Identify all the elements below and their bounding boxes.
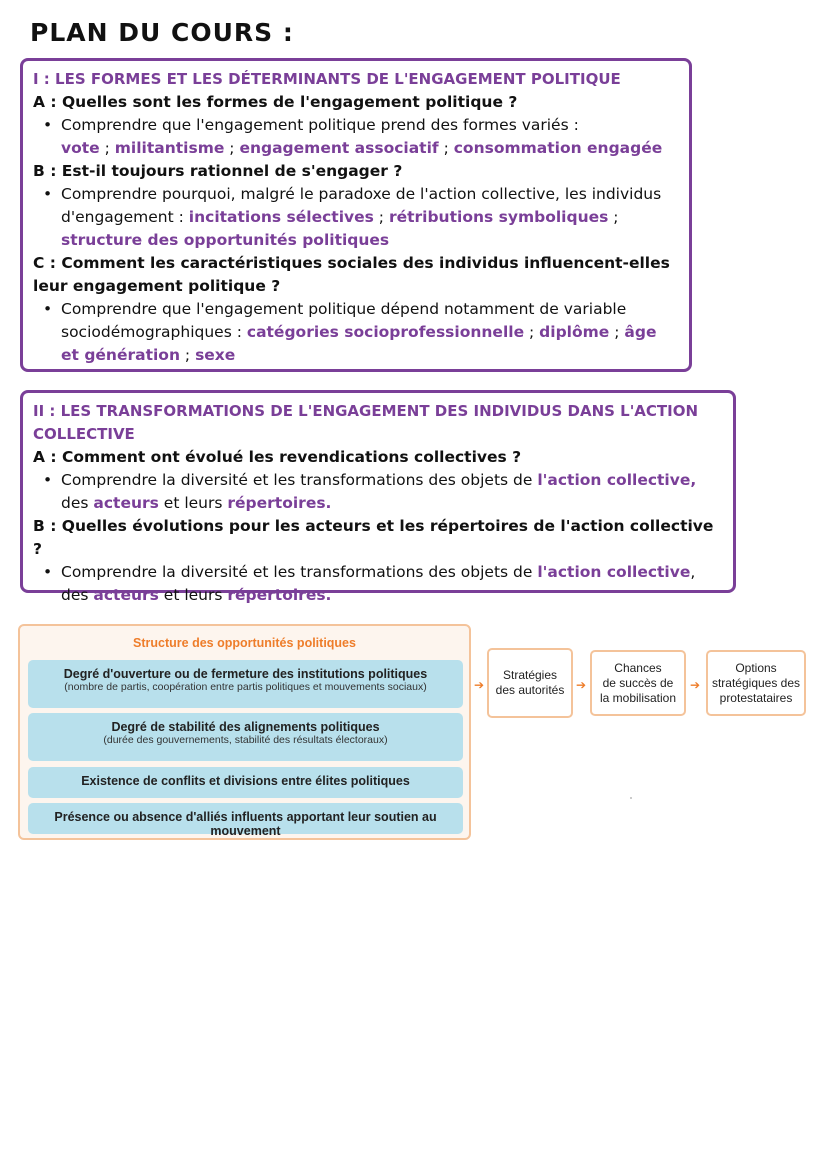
bullet-text: Comprendre la diversité et les transformations des objets de	[61, 471, 538, 489]
diagram-row-main: Degré de stabilité des alignements politiques	[111, 720, 380, 734]
section-2-bullet-a	[33, 469, 721, 515]
section-1-question-c: C : Comment les caractéristiques sociales des individus influencent-elles leur engagement politique ?	[33, 254, 670, 295]
diagram-step-protester-options	[706, 650, 806, 716]
page-title: PLAN DU COURS :	[30, 18, 294, 47]
keyword: incitations sélectives	[188, 208, 374, 226]
arrow-right-icon: ➔	[690, 678, 701, 692]
bullet-text: Comprendre que l'engagement politique prend des formes variés :	[61, 116, 579, 134]
step-line: Stratégies	[502, 668, 558, 682]
diagram-step-authority-strategies	[487, 648, 573, 718]
keyword: acteurs	[93, 586, 159, 604]
diagram-step-success-chances	[590, 650, 686, 716]
keyword: diplôme	[539, 323, 610, 341]
keyword: répertoires.	[227, 494, 332, 512]
separator: ;	[608, 208, 619, 226]
bullet-text: Comprendre la diversité et les transformations des objets de	[61, 563, 538, 581]
keyword: acteurs	[93, 494, 159, 512]
section-2-title: II : LES TRANSFORMATIONS DE L'ENGAGEMENT DES INDIVIDUS DANS L'ACTION COLLECTIVE	[33, 402, 699, 443]
diagram-row	[28, 767, 463, 798]
separator: ;	[224, 139, 240, 157]
keyword: consommation engagée	[453, 139, 663, 157]
bullet-text: Comprendre pourquoi, malgré le paradoxe de l'action collective, les individus d'engagement :	[61, 185, 662, 226]
section-1-bullet-a	[33, 114, 677, 160]
opportunity-structure-diagram	[18, 624, 471, 840]
diagram-row-sub: (durée des gouvernements, stabilité des résultats électoraux)	[103, 734, 388, 746]
section-1-bullet-b	[33, 183, 677, 252]
keyword: l'action collective,	[537, 471, 697, 489]
step-line: la mobilisation	[599, 690, 677, 705]
keyword: engagement associatif	[239, 139, 439, 157]
separator: ;	[524, 323, 540, 341]
keyword: âge et génération	[61, 323, 657, 364]
section-1-question-b: B : Est-il toujours rationnel de s'engager ?	[33, 162, 403, 180]
diagram-row-main: Existence de conflits et divisions entre élites politiques	[81, 774, 410, 788]
arrow-right-icon: ➔	[576, 678, 587, 692]
diagram-row	[28, 803, 463, 838]
diagram-row	[28, 660, 463, 708]
keyword: sexe	[195, 346, 236, 364]
section-1-question-a: A : Quelles sont les formes de l'engagement politique ?	[33, 93, 518, 111]
step-line: Options	[735, 660, 777, 675]
diagram-row-main: Degré d'ouverture ou de fermeture des institutions politiques	[63, 667, 428, 681]
section-2-bullet-b	[33, 561, 721, 607]
diagram-row-main: Présence ou absence d'alliés influents apportant leur soutien au mouvement	[54, 810, 437, 838]
section-2-question-b: B : Quelles évolutions pour les acteurs et les répertoires de l'action collective ?	[33, 517, 714, 558]
diagram-row-sub: (nombre de partis, coopération entre partis politiques et mouvements sociaux)	[64, 681, 427, 693]
step-line: de succès de	[602, 675, 674, 690]
keyword: militantisme	[114, 139, 225, 157]
separator: ;	[99, 139, 115, 157]
separator: ;	[609, 323, 625, 341]
bullet-text: , des	[61, 563, 696, 604]
separator: ;	[179, 346, 196, 364]
arrow-right-icon: ➔	[474, 678, 485, 692]
bullet-text: des	[61, 494, 94, 512]
keyword: l'action collective	[537, 563, 691, 581]
section-1-title: I : LES FORMES ET LES DÉTERMINANTS DE L'ENGAGEMENT POLITIQUE	[33, 70, 621, 88]
diagram-title: Structure des opportunités politiques	[133, 636, 356, 650]
separator: ;	[373, 208, 389, 226]
step-line: Chances	[614, 660, 662, 675]
step-line: stratégiques des	[711, 675, 801, 690]
keyword: structure des opportunités politiques	[61, 231, 390, 249]
section-1-box	[20, 58, 692, 372]
keyword: catégories socioprofessionnelle	[246, 323, 525, 341]
diagram-row	[28, 713, 463, 761]
section-1-bullet-c	[33, 298, 677, 367]
step-line: des autorités	[495, 683, 565, 697]
stray-dot	[630, 797, 632, 799]
keyword: rétributions symboliques	[388, 208, 609, 226]
keyword: répertoires.	[227, 586, 332, 604]
separator: ;	[438, 139, 454, 157]
section-2-box	[20, 390, 736, 604]
bullet-text: et leurs	[158, 586, 228, 604]
step-line: protestataires	[719, 690, 793, 705]
bullet-text: Comprendre que l'engagement politique dépend notamment de variable sociodémographiques :	[61, 300, 627, 341]
section-2-question-a: A : Comment ont évolué les revendications collectives ?	[33, 448, 522, 466]
bullet-text: et leurs	[158, 494, 228, 512]
keyword: vote	[61, 139, 100, 157]
